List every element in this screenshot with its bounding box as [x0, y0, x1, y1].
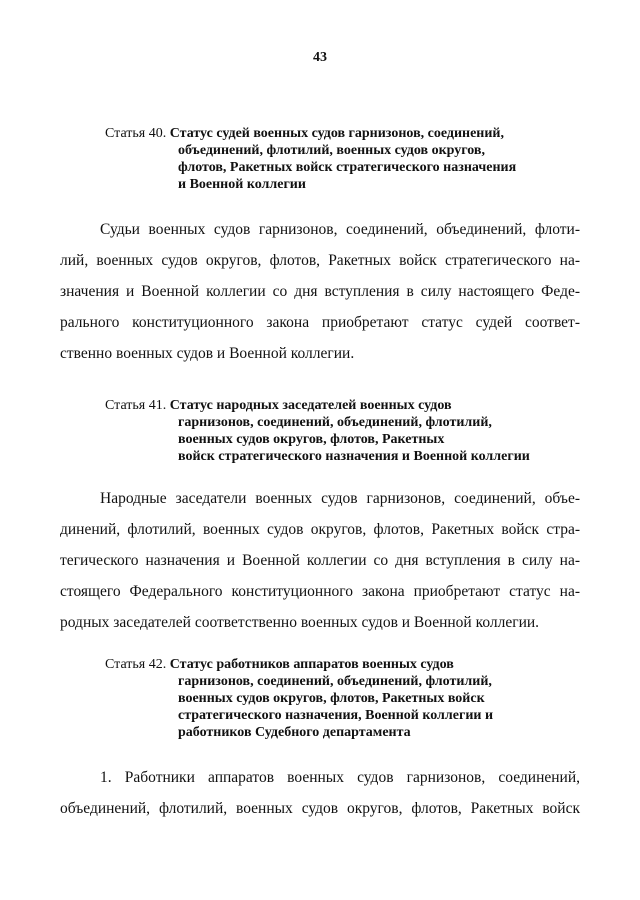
paragraph-line: Народные заседатели военных судов гарнизонов, соединений, объе- — [100, 490, 580, 507]
paragraph-line: динений, флотилий, военных судов округов, флотов, Ракетных войск стра- — [60, 521, 580, 538]
article-title-line: стратегического назначения, Военной коллегии и — [178, 708, 494, 723]
paragraph-line: объединений, флотилий, военных судов округов, флотов, Ракетных войск — [60, 800, 580, 817]
article-title-line: военных судов округов, флотов, Ракетных — [178, 432, 445, 447]
article-40-body — [60, 214, 580, 369]
paragraph-line: значения и Военной коллегии со дня вступления в силу настоящего Феде- — [60, 283, 580, 300]
article-title-line: гарнизонов, соединений, объединений, флотилий, — [178, 415, 492, 430]
article-label: Статья 42. — [105, 657, 167, 672]
paragraph-line: Судьи военных судов гарнизонов, соединений, объединений, флоти- — [100, 221, 580, 238]
article-title-line: флотов, Ракетных войск стратегического назначения — [178, 160, 517, 175]
paragraph-line: стоящего Федерального конституционного закона приобретают статус на- — [60, 583, 580, 600]
page-number: 43 — [313, 50, 327, 65]
article-title-line: гарнизонов, соединений, объединений, флотилий, — [178, 674, 492, 689]
article-41-heading — [105, 397, 530, 465]
article-title-line: объединений, флотилий, военных судов округов, — [178, 143, 485, 158]
paragraph-line: 1. Работники аппаратов военных судов гарнизонов, соединений, — [100, 769, 580, 786]
article-title-line: военных судов округов, флотов, Ракетных войск — [178, 691, 485, 706]
article-title-line: и Военной коллегии — [178, 177, 306, 192]
article-title-line: Статус народных заседателей военных судов — [169, 398, 452, 413]
article-title-line: Статус судей военных судов гарнизонов, соединений, — [169, 126, 504, 141]
article-40-heading — [105, 125, 516, 193]
article-title-line: войск стратегического назначения и Военной коллегии — [178, 449, 530, 464]
article-title-line: Статус работников аппаратов военных судов — [169, 657, 454, 672]
article-42-body — [60, 762, 580, 824]
paragraph-line: рального конституционного закона приобретают статус судей соответ- — [60, 314, 580, 331]
paragraph-line: ственно военных судов и Военной коллегии. — [60, 345, 355, 362]
paragraph-line: родных заседателей соответственно военных судов и Военной коллегии. — [60, 614, 540, 631]
article-label: Статья 40. — [105, 126, 167, 141]
article-41-body — [60, 483, 580, 638]
article-label: Статья 41. — [105, 398, 167, 413]
paragraph-line: тегического назначения и Военной коллегии со дня вступления в силу на- — [60, 552, 580, 569]
paragraph-line: лий, военных судов округов, флотов, Ракетных войск стратегического на- — [60, 252, 580, 269]
article-42-heading — [105, 656, 493, 741]
article-title-line: работников Судебного департамента — [178, 725, 411, 740]
